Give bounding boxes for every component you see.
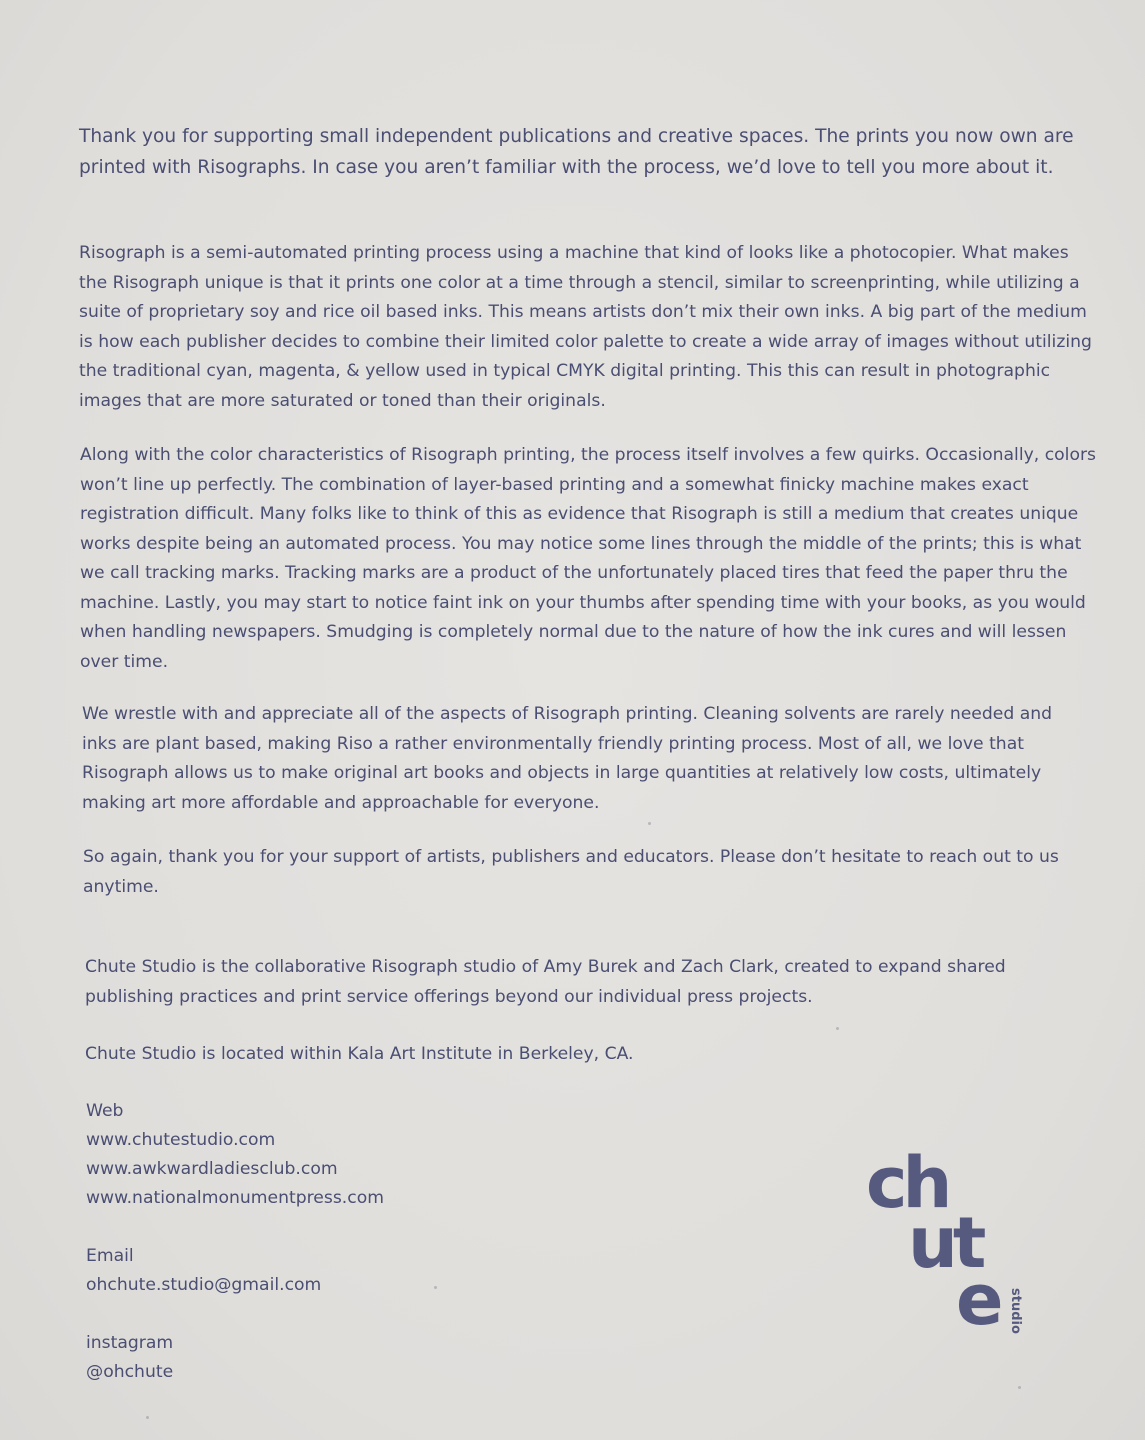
web-link-chutestudio[interactable]: www.chutestudio.com (86, 1130, 276, 1150)
email-label: Email (86, 1246, 134, 1266)
chute-studio-logo (862, 1142, 1032, 1348)
paper-speck (1018, 1386, 1021, 1389)
paper-speck (434, 1286, 437, 1289)
quirks-paragraph: Along with the color characteristics of Risograph printing, the process itself involves a few quirks. Occasionally, colors won’t line up perfectly. The combination of layer-based printing and a somewhat finicky machine makes exact registration difficult. Many folks like to think of this as evidence that Risograph is still a medium that creates unique works despite being an automated process. You may notice some lines through the middle of the prints; this is what we call tracking marks. Tracking marks are a product of the unfortunately placed tires that feed the paper thru the machine. Lastly, you may start to notice faint ink on your thumbs after spending time with your books, as you would when handling newspapers. Smudging is completely normal due to the nature of how the ink cures and will lessen over time. (80, 445, 1096, 672)
instagram-handle[interactable]: @ohchute (86, 1362, 174, 1382)
web-link-nationalmonumentpress[interactable]: www.nationalmonumentpress.com (86, 1188, 384, 1208)
email-contact-block (86, 1242, 321, 1300)
studio-about-paragraph: Chute Studio is the collaborative Risograph studio of Amy Burek and Zach Clark, created to expand shared publishing practices and print service offerings beyond our individual press projects. (85, 957, 1006, 1007)
paper-speck (648, 822, 651, 825)
logo-line-e: e (956, 1259, 1004, 1341)
appreciation-paragraph: We wrestle with and appreciate all of the aspects of Risograph printing. Cleaning solvents are rarely needed and inks are plant based, making Riso a rather environmentally friendly printing process. Most of all, we love that Risograph allows us to make original art books and objects in large quantities at relatively low costs, ultimately making art more affordable and approachable for everyone. (82, 704, 1053, 813)
email-address[interactable]: ohchute.studio@gmail.com (86, 1275, 322, 1295)
web-contact-block (86, 1097, 384, 1213)
logo-line-ch: ch (866, 1142, 948, 1224)
instagram-contact-block (86, 1329, 173, 1387)
intro-paragraph: Thank you for supporting small independent publications and creative spaces. The prints you now own are printed with Risographs. In case you aren’t familiar with the process, we’d love to tell you more about it. (79, 126, 1074, 178)
logo-studio-text: studio (1008, 1288, 1023, 1334)
studio-location-paragraph: Chute Studio is located within Kala Art Institute in Berkeley, CA. (85, 1044, 634, 1064)
risograph-process-paragraph: Risograph is a semi-automated printing process using a machine that kind of looks like a photocopier. What makes the Risograph unique is that it prints one color at a time through a stencil, similar to screenprinting, while utilizing a suite of proprietary soy and rice oil based inks. This means artists don’t mix their own inks. A big part of the medium is how each publisher decides to combine their limited color palette to create a wide array of images without utilizing the traditional cyan, magenta, & yellow used in typical CMYK digital printing. This this can result in photographic images that are more saturated or toned than their originals. (79, 243, 1092, 411)
instagram-label: instagram (86, 1333, 174, 1353)
logo-line-ut: ut (908, 1202, 982, 1284)
thanks-paragraph: So again, thank you for your support of artists, publishers and educators. Please don’t hesitate to reach out to us anytime. (83, 847, 1059, 897)
paper-speck (836, 1027, 839, 1030)
web-label: Web (86, 1101, 124, 1121)
web-link-awkwardladiesclub[interactable]: www.awkwardladiesclub.com (86, 1159, 338, 1179)
paper-speck (146, 1416, 149, 1419)
